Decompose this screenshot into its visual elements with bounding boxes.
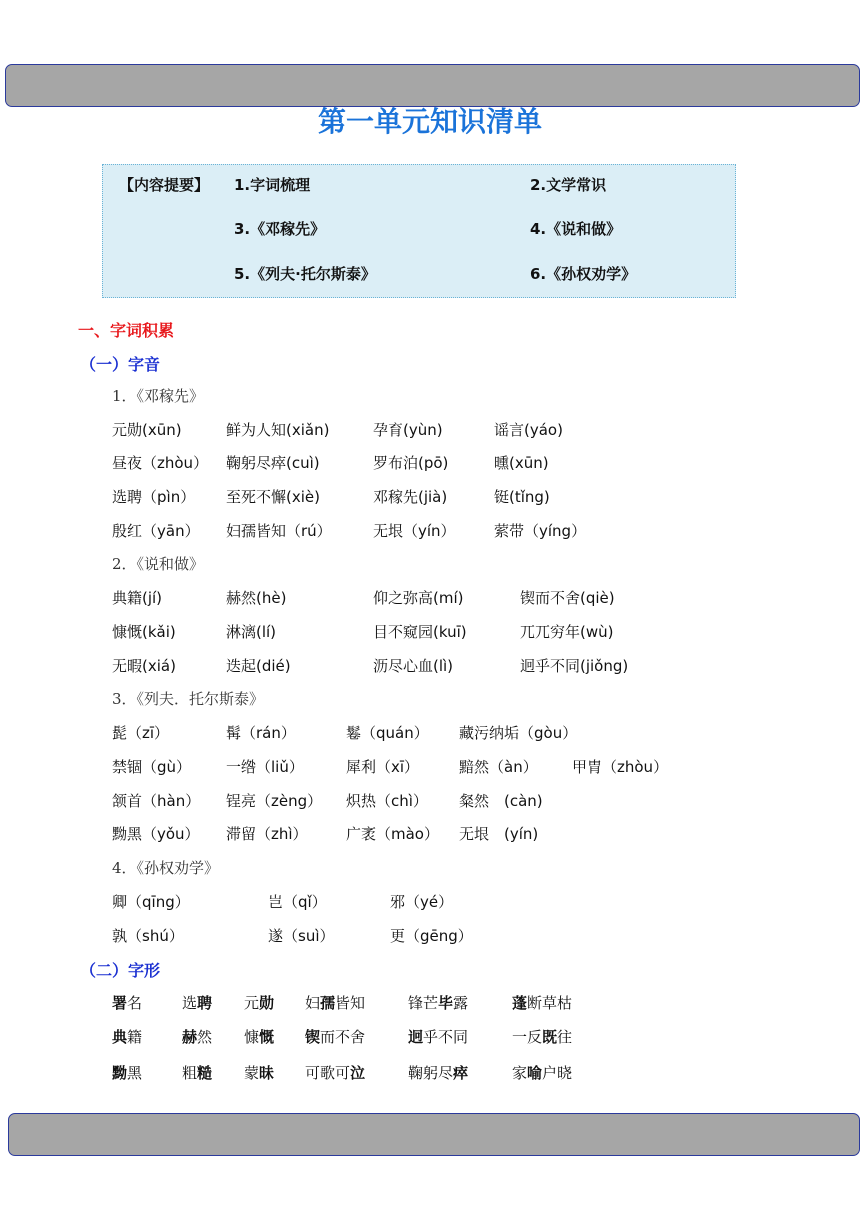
pronunciation-entry: 妇孺皆知（rú）: [226, 522, 332, 540]
summary-item: 1.字词梳理: [234, 176, 311, 194]
glyph-text: 然: [197, 1028, 213, 1046]
highlighted-char: 黝: [112, 1064, 128, 1082]
glyph-text: 往: [557, 1028, 573, 1046]
highlighted-char: 勋: [259, 994, 275, 1012]
glyph-text: 妇: [305, 994, 321, 1012]
pronunciation-entry: 萦带（yíng）: [494, 522, 587, 540]
highlighted-char: 瘁: [453, 1064, 469, 1082]
highlighted-char: 喻: [527, 1064, 543, 1082]
pronunciation-entry: 一绺（liǔ）: [226, 758, 304, 776]
lesson-title: 2．《说和做》: [112, 555, 205, 573]
pronunciation-entry: 无暇(xiá): [112, 657, 176, 675]
pronunciation-entry: 沥尽心血(lì): [373, 657, 454, 675]
pronunciation-entry: 元勋(xūn): [112, 421, 182, 439]
glyph-text: 元: [244, 994, 260, 1012]
pronunciation-entry: 赫然(hè): [226, 589, 287, 607]
pronunciation-entry: 髯（rán）: [226, 724, 296, 742]
pronunciation-entry: 滞留（zhì）: [226, 825, 308, 843]
glyph-word: [182, 992, 212, 1013]
pronunciation-entry: 选聘（pìn）: [112, 488, 196, 506]
glyph-word: [244, 1062, 274, 1083]
pronunciation-entry: 谣言(yáo): [494, 421, 563, 439]
content-summary-box: [102, 164, 736, 298]
glyph-word: [182, 1026, 212, 1047]
highlighted-char: 毕: [438, 994, 454, 1012]
glyph-text: 粗: [182, 1064, 198, 1082]
glyph-text: 锋芒: [408, 994, 439, 1012]
header-band: [5, 64, 860, 107]
glyph-text: 一反: [512, 1028, 543, 1046]
highlighted-char: 署: [112, 994, 128, 1012]
glyph-text: 慷: [244, 1028, 260, 1046]
glyph-word: [512, 992, 572, 1013]
pronunciation-entry: 鲜为人知(xiǎn): [226, 421, 330, 439]
glyph-word: [512, 1062, 572, 1083]
pronunciation-entry: 甲胄（zhòu）: [572, 758, 669, 776]
pronunciation-entry: 铤(tǐng): [494, 488, 550, 506]
pronunciation-entry: 目不窥园(kuī): [373, 623, 467, 641]
glyph-text: 蒙: [244, 1064, 260, 1082]
glyph-text: 黑: [127, 1064, 143, 1082]
highlighted-char: 糙: [197, 1064, 213, 1082]
summary-item: 5.《列夫·托尔斯泰》: [234, 265, 376, 283]
summary-item: 2.文学常识: [530, 176, 607, 194]
pronunciation-entry: 仰之弥高(mí): [373, 589, 464, 607]
pronunciation-entry: 黝黑（yǒu）: [112, 825, 200, 843]
glyph-word: [408, 992, 468, 1013]
highlighted-char: 昧: [259, 1064, 275, 1082]
highlighted-char: 泣: [350, 1064, 366, 1082]
summary-label: 【内容提要】: [119, 176, 210, 194]
pronunciation-entry: 髭（zī）: [112, 724, 170, 742]
glyph-word: [112, 992, 142, 1013]
pronunciation-entry: 更（gēng）: [390, 927, 473, 945]
summary-item: 6.《孙权劝学》: [530, 265, 637, 283]
glyph-word: [305, 992, 365, 1013]
glyph-word: [112, 1026, 142, 1047]
glyph-text: 籍: [127, 1028, 143, 1046]
pronunciation-entry: 邪（yé）: [390, 893, 454, 911]
glyph-word: [512, 1026, 572, 1047]
pronunciation-entry: 颔首（hàn）: [112, 792, 201, 810]
glyph-text: 断草枯: [527, 994, 573, 1012]
footer-band: [8, 1113, 860, 1156]
pronunciation-entry: 慷慨(kǎi): [112, 623, 176, 641]
pronunciation-entry: 锃亮（zèng）: [226, 792, 323, 810]
pronunciation-entry: 鞠躬尽瘁(cuì): [226, 454, 320, 472]
pronunciation-entry: 兀兀穷年(wù): [520, 623, 614, 641]
pronunciation-entry: 淋漓(lí): [226, 623, 277, 641]
pronunciation-entry: 典籍(jí): [112, 589, 163, 607]
section-heading-vocabulary: 一、字词积累: [78, 321, 175, 340]
highlighted-char: 既: [542, 1028, 558, 1046]
pronunciation-entry: 遂（suì）: [268, 927, 335, 945]
page-title: 第一单元知识清单: [317, 105, 542, 138]
pronunciation-entry: 至死不懈(xiè): [226, 488, 320, 506]
lesson-title: 3．《列夫．托尔斯泰》: [112, 690, 265, 708]
lesson-title: 4．《孙权劝学》: [112, 859, 220, 877]
pronunciation-entry: 孕育(yùn): [373, 421, 443, 439]
pronunciation-entry: 岂（qǐ）: [268, 893, 327, 911]
glyph-text: 乎不同: [423, 1028, 469, 1046]
pronunciation-entry: 卿（qīng）: [112, 893, 190, 911]
summary-item: 4.《说和做》: [530, 220, 622, 238]
highlighted-char: 典: [112, 1028, 128, 1046]
subsection-heading-glyphs: （二）字形: [80, 961, 161, 980]
lesson-title: 1．《邓稼先》: [112, 387, 205, 405]
pronunciation-entry: 无垠 (yín): [459, 825, 539, 843]
pronunciation-entry: 邓稼先(jià): [373, 488, 448, 506]
highlighted-char: 迥: [408, 1028, 424, 1046]
glyph-text: 鞠躬尽: [408, 1064, 454, 1082]
glyph-word: [408, 1026, 468, 1047]
glyph-text: 皆知: [335, 994, 366, 1012]
glyph-text: 露: [453, 994, 469, 1012]
pronunciation-entry: 广袤（mào）: [346, 825, 439, 843]
glyph-word: [305, 1062, 365, 1083]
pronunciation-entry: 殷红（yān）: [112, 522, 200, 540]
glyph-word: [305, 1026, 365, 1047]
pronunciation-entry: 鬈（quán）: [346, 724, 429, 742]
highlighted-char: 慨: [259, 1028, 275, 1046]
pronunciation-entry: 昼夜（zhòu）: [112, 454, 209, 472]
subsection-heading-pronunciation: （一）字音: [80, 355, 161, 374]
glyph-word: [244, 1026, 274, 1047]
pronunciation-entry: 黯然（àn）: [459, 758, 538, 776]
pronunciation-entry: 迭起(dié): [226, 657, 291, 675]
pronunciation-entry: 禁锢（gù）: [112, 758, 192, 776]
glyph-word: [112, 1062, 142, 1083]
summary-item: 3.《邓稼先》: [234, 220, 326, 238]
pronunciation-entry: 粲然 (càn): [459, 792, 543, 810]
pronunciation-entry: 罗布泊(pō): [373, 454, 449, 472]
glyph-word: [244, 992, 274, 1013]
highlighted-char: 聘: [197, 994, 213, 1012]
highlighted-char: 蓬: [512, 994, 528, 1012]
glyph-text: 而不舍: [320, 1028, 366, 1046]
highlighted-char: 赫: [182, 1028, 198, 1046]
pronunciation-entry: 孰（shú）: [112, 927, 184, 945]
pronunciation-entry: 曛(xūn): [494, 454, 549, 472]
glyph-word: [408, 1062, 468, 1083]
pronunciation-entry: 藏污纳垢（gòu）: [459, 724, 578, 742]
glyph-text: 户晓: [542, 1064, 573, 1082]
glyph-word: [182, 1062, 212, 1083]
pronunciation-entry: 无垠（yín）: [373, 522, 456, 540]
glyph-text: 选: [182, 994, 198, 1012]
pronunciation-entry: 锲而不舍(qiè): [520, 589, 615, 607]
highlighted-char: 锲: [305, 1028, 321, 1046]
pronunciation-entry: 炽热（chì）: [346, 792, 428, 810]
highlighted-char: 孺: [320, 994, 336, 1012]
pronunciation-entry: 犀利（xī）: [346, 758, 420, 776]
pronunciation-entry: 迥乎不同(jiǒng): [520, 657, 629, 675]
glyph-text: 家: [512, 1064, 528, 1082]
glyph-text: 名: [127, 994, 143, 1012]
glyph-text: 可歌可: [305, 1064, 351, 1082]
